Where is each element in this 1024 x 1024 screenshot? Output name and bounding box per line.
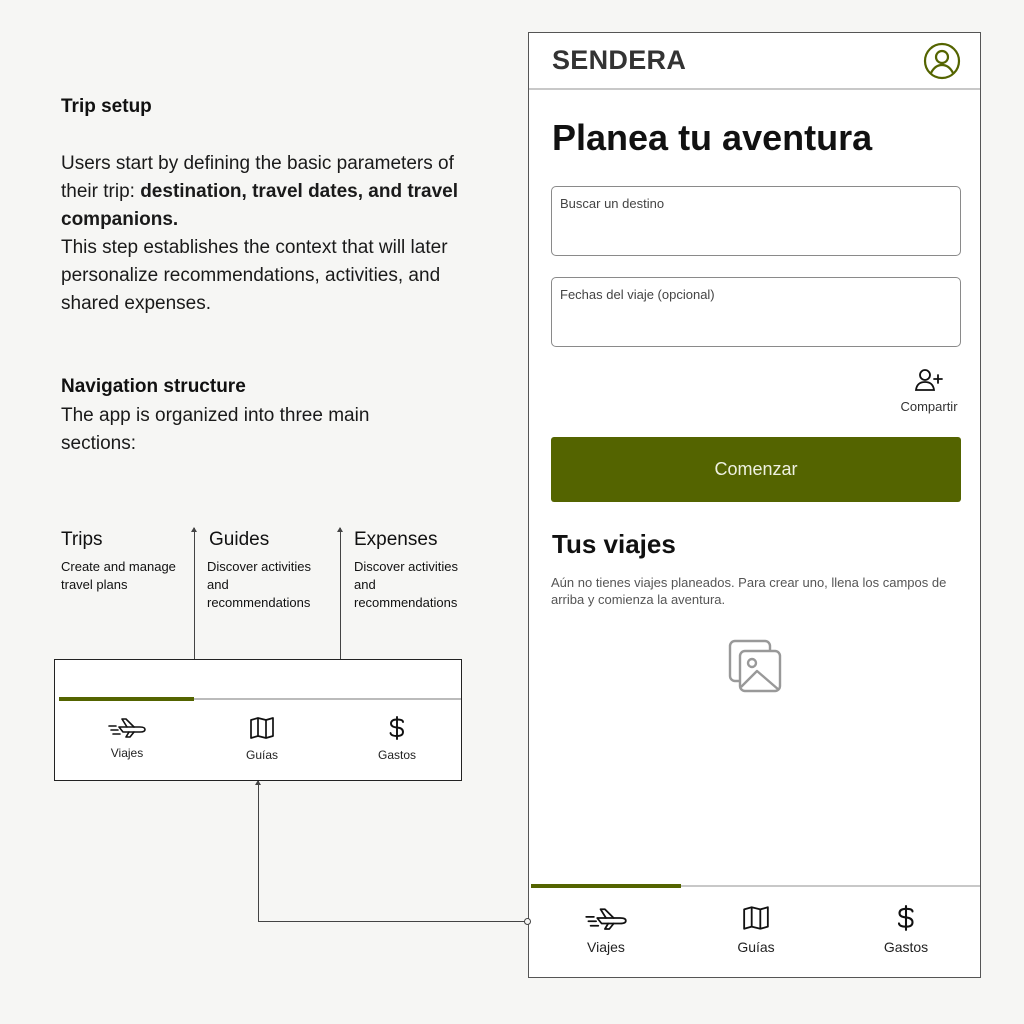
image-placeholder-icon bbox=[727, 638, 785, 696]
tab-guias[interactable] bbox=[681, 905, 831, 955]
section-title: Trips bbox=[61, 529, 103, 550]
start-button[interactable]: Comenzar bbox=[551, 437, 961, 502]
map-icon bbox=[742, 905, 770, 931]
destination-field[interactable] bbox=[551, 186, 961, 256]
map-icon bbox=[249, 716, 275, 740]
connector-line bbox=[258, 781, 259, 921]
bottom-tab-bar bbox=[529, 885, 980, 977]
phone-screen bbox=[528, 32, 981, 978]
nav-preview-item-guias bbox=[194, 716, 330, 762]
trip-setup-description bbox=[61, 150, 481, 318]
trips-empty-message: Aún no tienes viajes planeados. Para crear uno, llena los campos de arriba y comienza la aventura. bbox=[551, 575, 947, 607]
section-title: Guides bbox=[209, 529, 270, 550]
navigation-description: The app is organized into three main sections: bbox=[61, 405, 370, 454]
section-desc: Discover activities and recommendations bbox=[354, 559, 459, 610]
tab-label: Gastos bbox=[883, 939, 929, 955]
nav-preview bbox=[54, 659, 462, 781]
trip-setup-bold: destination, travel dates, and travel companions. bbox=[61, 181, 459, 230]
brand-logo: SENDERA bbox=[552, 45, 687, 75]
section-trips bbox=[61, 528, 196, 594]
tab-label: Viajes bbox=[587, 939, 625, 955]
nav-preview-label: Gastos bbox=[377, 748, 416, 762]
connector-line bbox=[340, 528, 341, 659]
dates-field[interactable] bbox=[551, 277, 961, 347]
dollar-icon bbox=[387, 716, 407, 740]
share-label: Compartir bbox=[900, 399, 958, 414]
trips-section-title: Tus viajes bbox=[552, 529, 676, 559]
trip-setup-lead: Users start by defining the basic parameters of their trip: bbox=[61, 153, 454, 202]
trip-setup-title: Trip setup bbox=[61, 96, 152, 117]
connector-line bbox=[258, 921, 528, 922]
tab-gastos[interactable] bbox=[831, 905, 981, 955]
user-circle-icon bbox=[923, 42, 961, 80]
add-user-icon bbox=[914, 367, 944, 393]
section-guides bbox=[207, 528, 327, 612]
tab-label: Guías bbox=[737, 939, 775, 955]
section-desc: Create and manage travel plans bbox=[61, 559, 176, 592]
nav-preview-label: Viajes bbox=[110, 746, 144, 760]
page-title: Planea tu aventura bbox=[552, 117, 873, 158]
navigation-title: Navigation structure bbox=[61, 376, 246, 397]
section-desc: Discover activities and recommendations bbox=[207, 559, 312, 610]
destination-input[interactable] bbox=[560, 196, 952, 211]
nav-preview-item-gastos bbox=[329, 716, 465, 762]
profile-button[interactable] bbox=[923, 42, 961, 80]
nav-preview-item-viajes bbox=[59, 716, 195, 760]
trip-setup-tail: This step establishes the context that will later personalize recommendations, activities, and shared expenses. bbox=[61, 237, 448, 314]
dollar-icon bbox=[895, 905, 917, 931]
nav-active-indicator bbox=[59, 697, 194, 701]
plane-icon bbox=[107, 716, 147, 738]
plane-icon bbox=[584, 905, 628, 931]
app-header bbox=[529, 33, 980, 90]
tab-active-indicator bbox=[531, 884, 681, 888]
section-title: Expenses bbox=[354, 529, 438, 550]
tab-viajes[interactable] bbox=[531, 905, 681, 955]
connector-line bbox=[194, 528, 195, 659]
section-expenses bbox=[354, 528, 474, 612]
connector-dot bbox=[524, 918, 531, 925]
nav-preview-label: Guías bbox=[245, 748, 278, 762]
dates-input[interactable] bbox=[560, 287, 952, 302]
share-button[interactable] bbox=[898, 367, 960, 414]
